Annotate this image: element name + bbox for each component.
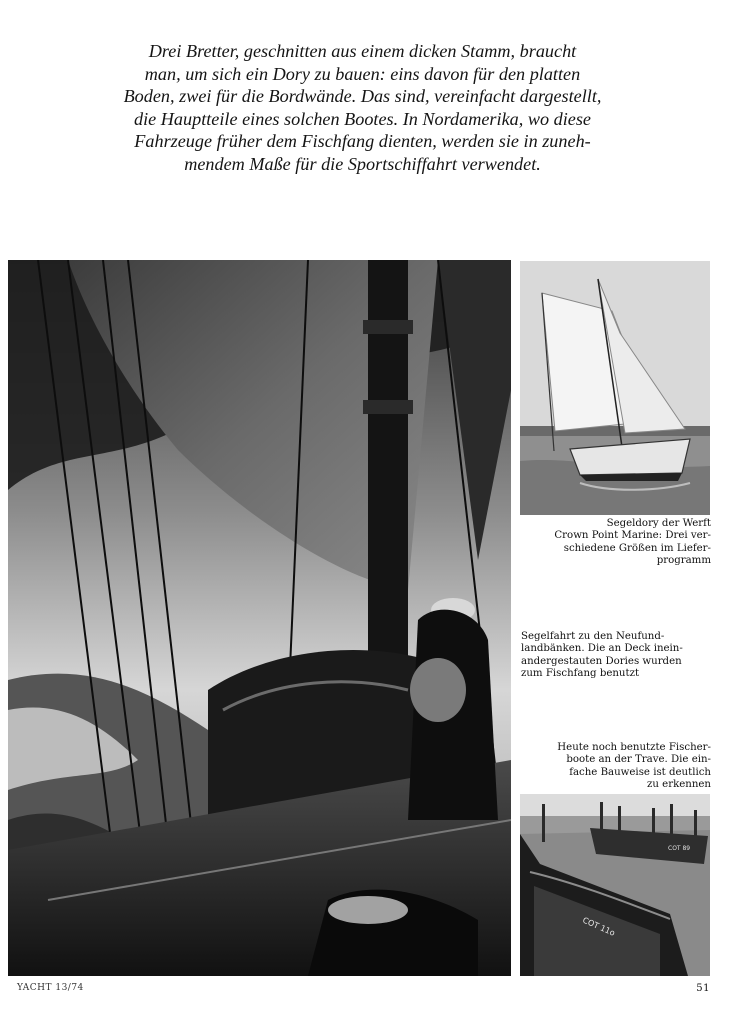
- intro-line: Drei Bretter, geschnitten aus einem dicken Stamm, braucht: [148, 41, 577, 61]
- caption-line: zu erkennen: [647, 779, 711, 791]
- intro-line: Fahrzeuge früher dem Fischfang dienten, werden sie in zuneh-: [134, 131, 591, 152]
- sailing-dory-photo: [520, 261, 710, 515]
- intro-text: [100, 40, 625, 176]
- caption-fishing-boats: [520, 742, 711, 792]
- intro-line: die Hauptteile eines solchen Bootes. In Nordamerika, wo diese: [134, 108, 591, 129]
- caption-line: programm: [656, 555, 711, 567]
- fishing-boats-photo: [520, 794, 710, 976]
- caption-line: Segeldory der Werft: [606, 518, 711, 529]
- caption-line: andergestauten Dories wurden: [521, 655, 682, 667]
- caption-line: Heute noch benutzte Fischer-: [557, 742, 711, 753]
- intro-line: mendem Maße für die Sportschiffahrt verwendet.: [184, 153, 541, 174]
- caption-line: fache Bauweise ist deutlich: [569, 766, 711, 778]
- caption-line: schiedene Größen im Liefer-: [563, 542, 711, 554]
- boat-back-marking: COT 89: [668, 845, 691, 852]
- caption-line: landbänken. Die an Deck inein-: [521, 643, 683, 655]
- page-number: 51: [696, 983, 710, 994]
- caption-line: Segelfahrt zu den Neufund-: [521, 631, 665, 642]
- schooner-photo: [8, 260, 511, 976]
- boat-large-marking: COT 11o: [581, 915, 617, 938]
- caption-line: boote an der Trave. Die ein-: [566, 754, 711, 766]
- magazine-issue-label: YACHT 13/74: [17, 983, 84, 993]
- intro-line: man, um sich ein Dory zu bauen: eins davon für den platten: [144, 63, 581, 84]
- sailing-dory-photo-art: [520, 261, 710, 515]
- intro-line: Boden, zwei für die Bordwände. Das sind, vereinfacht dargestellt,: [123, 86, 602, 107]
- schooner-photo-art: [8, 260, 511, 976]
- caption-line: Crown Point Marine: Drei ver-: [554, 530, 711, 542]
- caption-sailing-dory: [520, 518, 711, 568]
- fishing-boats-photo-art: [520, 794, 710, 976]
- caption-schooner: [521, 631, 711, 681]
- caption-line: zum Fischfang benutzt: [521, 668, 640, 680]
